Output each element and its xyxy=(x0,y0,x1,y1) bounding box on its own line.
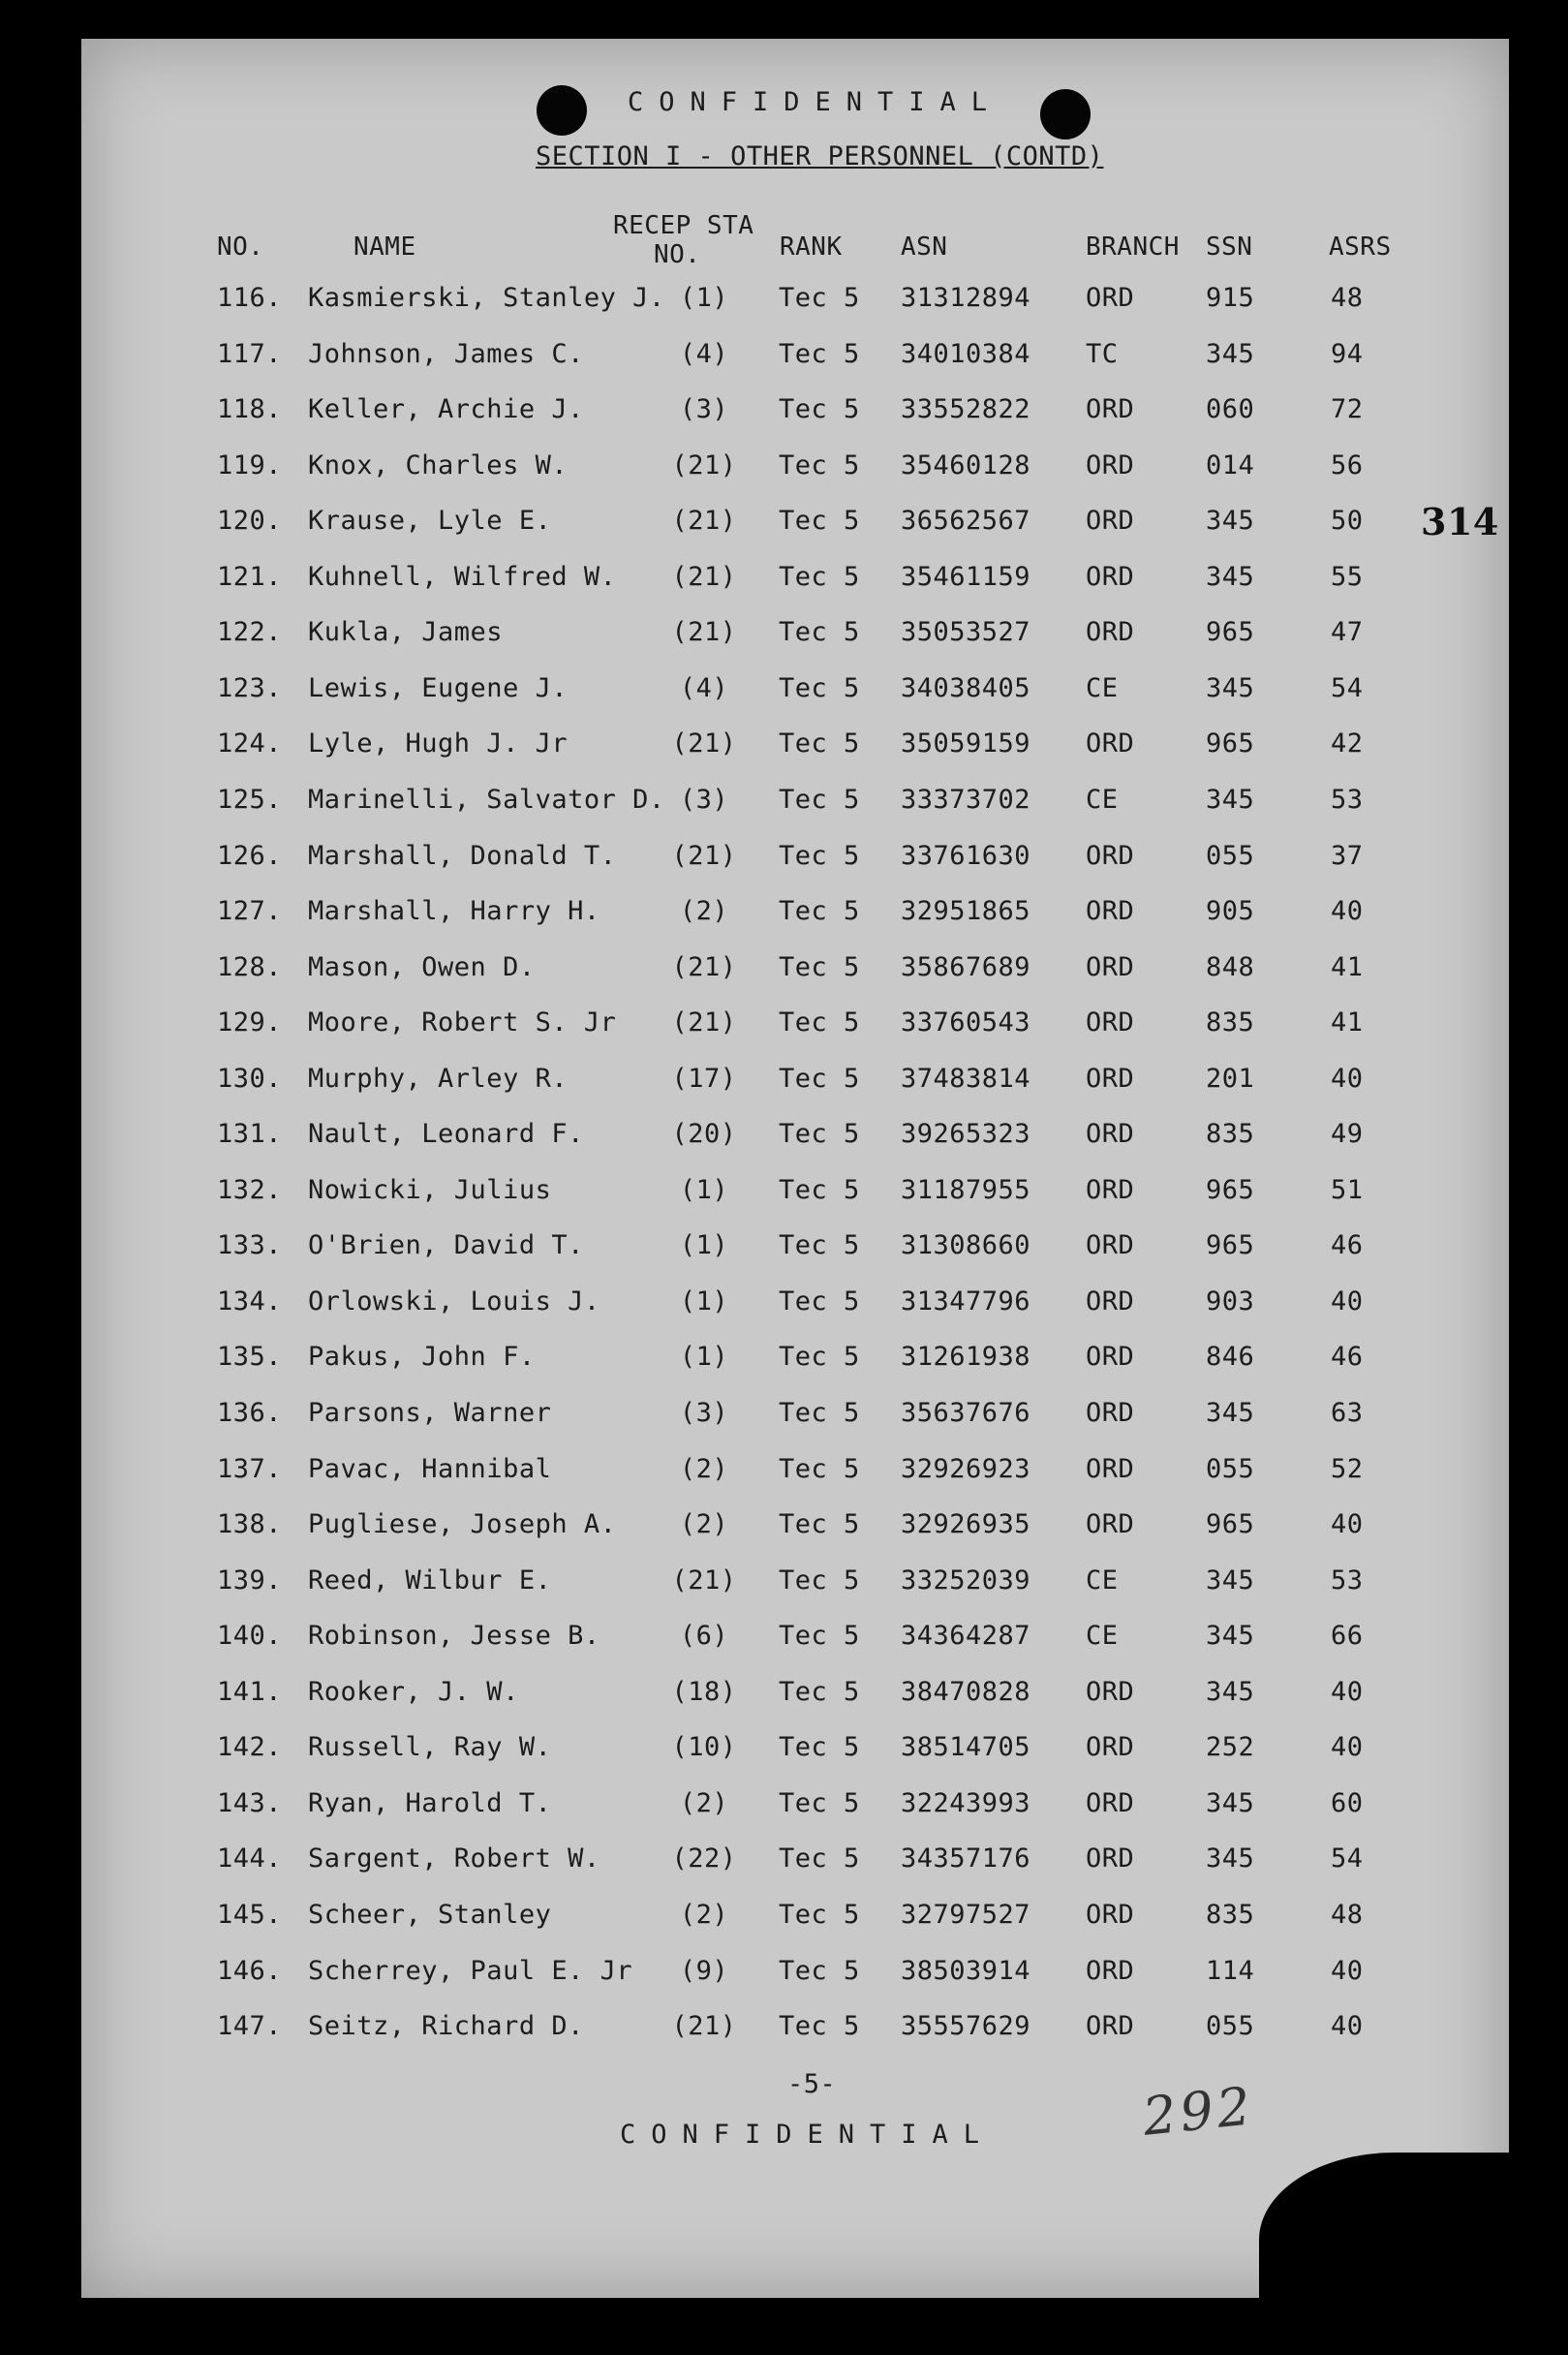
row-recep-sta: (1) xyxy=(679,1230,729,1261)
row-asn: 38470828 xyxy=(901,1676,1031,1707)
row-rank: Tec 5 xyxy=(779,394,860,425)
col-header-branch: BRANCH xyxy=(1086,232,1180,262)
row-ssn: 201 xyxy=(1206,1063,1255,1094)
row-rank: Tec 5 xyxy=(779,1063,860,1094)
row-branch: ORD xyxy=(1086,1844,1135,1875)
row-name: Ryan, Harold T. xyxy=(308,1787,552,1818)
row-rank: Tec 5 xyxy=(779,1398,860,1428)
row-name: Sargent, Robert W. xyxy=(308,1844,600,1875)
row-asn: 33373702 xyxy=(901,784,1031,815)
col-header-name: NAME xyxy=(354,232,416,262)
row-asn: 34010384 xyxy=(901,338,1031,369)
row-branch: ORD xyxy=(1086,561,1135,592)
row-rank: Tec 5 xyxy=(779,728,860,759)
row-rank: Tec 5 xyxy=(779,283,860,313)
row-number: 137. xyxy=(217,1453,283,1484)
row-number: 121. xyxy=(217,561,283,592)
row-asrs: 66 xyxy=(1331,1621,1364,1652)
row-name: Nault, Leonard F. xyxy=(308,1119,584,1150)
row-ssn: 965 xyxy=(1206,617,1255,648)
row-asrs: 50 xyxy=(1331,506,1364,537)
row-asn: 32951865 xyxy=(901,896,1031,927)
row-number: 127. xyxy=(217,896,283,927)
row-asrs: 48 xyxy=(1331,1899,1364,1930)
row-recep-sta: (3) xyxy=(679,394,729,425)
row-recep-sta: (17) xyxy=(671,1063,737,1094)
row-rank: Tec 5 xyxy=(779,672,860,703)
row-rank: Tec 5 xyxy=(779,1342,860,1373)
row-asrs: 53 xyxy=(1331,784,1364,815)
row-name: Murphy, Arley R. xyxy=(308,1063,569,1094)
col-header-no: NO. xyxy=(217,232,264,262)
row-recep-sta: (9) xyxy=(679,1955,729,1986)
row-ssn: 060 xyxy=(1206,394,1255,425)
row-asn: 36562567 xyxy=(901,506,1031,537)
row-name: Keller, Archie J. xyxy=(308,394,584,425)
row-rank: Tec 5 xyxy=(779,1119,860,1150)
row-name: Lyle, Hugh J. Jr xyxy=(308,728,569,759)
row-branch: ORD xyxy=(1086,1955,1135,1986)
row-number: 129. xyxy=(217,1007,283,1038)
row-name: Pakus, John F. xyxy=(308,1342,536,1373)
row-branch: ORD xyxy=(1086,1787,1135,1818)
row-recep-sta: (4) xyxy=(679,672,729,703)
row-asn: 32926935 xyxy=(901,1509,1031,1540)
row-asn: 35637676 xyxy=(901,1398,1031,1428)
row-rank: Tec 5 xyxy=(779,1453,860,1484)
row-branch: ORD xyxy=(1086,1676,1135,1707)
row-asn: 34364287 xyxy=(901,1621,1031,1652)
row-ssn: 345 xyxy=(1206,1787,1255,1818)
classification-footer: CONFIDENTIAL xyxy=(620,2120,996,2150)
row-asrs: 46 xyxy=(1331,1342,1364,1373)
row-asn: 39265323 xyxy=(901,1119,1031,1150)
row-name: Kukla, James xyxy=(308,617,504,648)
row-rank: Tec 5 xyxy=(779,1676,860,1707)
row-ssn: 345 xyxy=(1206,561,1255,592)
row-asrs: 60 xyxy=(1331,1787,1364,1818)
stamp-number: 314 xyxy=(1421,500,1499,543)
row-asrs: 46 xyxy=(1331,1230,1364,1261)
col-header-asrs: ASRS xyxy=(1329,232,1392,262)
row-ssn: 345 xyxy=(1206,1676,1255,1707)
row-name: Lewis, Eugene J. xyxy=(308,672,569,703)
row-number: 122. xyxy=(217,617,283,648)
row-name: Johnson, James C. xyxy=(308,338,584,369)
col-header-recep-sta: RECEP STA xyxy=(613,211,754,240)
row-number: 132. xyxy=(217,1174,283,1205)
row-branch: ORD xyxy=(1086,896,1135,927)
row-asrs: 40 xyxy=(1331,896,1364,927)
row-number: 135. xyxy=(217,1342,283,1373)
row-asn: 33760543 xyxy=(901,1007,1031,1038)
row-name: Seitz, Richard D. xyxy=(308,2011,584,2042)
row-recep-sta: (21) xyxy=(671,561,737,592)
row-asrs: 53 xyxy=(1331,1565,1364,1596)
row-asrs: 40 xyxy=(1331,1732,1364,1763)
row-ssn: 252 xyxy=(1206,1732,1255,1763)
row-asn: 38514705 xyxy=(901,1732,1031,1763)
row-branch: ORD xyxy=(1086,1119,1135,1150)
row-asn: 31187955 xyxy=(901,1174,1031,1205)
row-ssn: 345 xyxy=(1206,1565,1255,1596)
row-name: Rooker, J. W. xyxy=(308,1676,519,1707)
row-rank: Tec 5 xyxy=(779,896,860,927)
row-branch: ORD xyxy=(1086,1732,1135,1763)
row-ssn: 114 xyxy=(1206,1955,1255,1986)
row-asrs: 41 xyxy=(1331,1007,1364,1038)
col-header-asn: ASN xyxy=(901,232,948,262)
row-branch: ORD xyxy=(1086,506,1135,537)
row-ssn: 965 xyxy=(1206,728,1255,759)
row-number: 126. xyxy=(217,840,283,871)
row-asn: 32926923 xyxy=(901,1453,1031,1484)
row-ssn: 965 xyxy=(1206,1509,1255,1540)
row-number: 143. xyxy=(217,1787,283,1818)
row-recep-sta: (3) xyxy=(679,1398,729,1428)
row-ssn: 903 xyxy=(1206,1286,1255,1317)
row-asrs: 51 xyxy=(1331,1174,1364,1205)
row-asn: 34038405 xyxy=(901,672,1031,703)
row-rank: Tec 5 xyxy=(779,1787,860,1818)
row-number: 125. xyxy=(217,784,283,815)
row-recep-sta: (4) xyxy=(679,338,729,369)
row-asn: 33252039 xyxy=(901,1565,1031,1596)
row-asrs: 55 xyxy=(1331,561,1364,592)
row-branch: ORD xyxy=(1086,394,1135,425)
row-asrs: 40 xyxy=(1331,1509,1364,1540)
row-rank: Tec 5 xyxy=(779,2011,860,2042)
row-asrs: 72 xyxy=(1331,394,1364,425)
row-name: Nowicki, Julius xyxy=(308,1174,552,1205)
row-branch: CE xyxy=(1086,784,1119,815)
row-rank: Tec 5 xyxy=(779,1955,860,1986)
classification-header: CONFIDENTIAL xyxy=(628,87,1003,117)
row-asn: 35867689 xyxy=(901,951,1031,982)
row-number: 123. xyxy=(217,672,283,703)
row-branch: TC xyxy=(1086,338,1119,369)
row-rank: Tec 5 xyxy=(779,561,860,592)
row-branch: ORD xyxy=(1086,449,1135,480)
row-asrs: 63 xyxy=(1331,1398,1364,1428)
row-rank: Tec 5 xyxy=(779,1174,860,1205)
row-branch: ORD xyxy=(1086,1230,1135,1261)
row-name: Parsons, Warner xyxy=(308,1398,552,1428)
row-branch: CE xyxy=(1086,672,1119,703)
row-asrs: 42 xyxy=(1331,728,1364,759)
row-name: Reed, Wilbur E. xyxy=(308,1565,552,1596)
row-number: 119. xyxy=(217,449,283,480)
row-ssn: 345 xyxy=(1206,506,1255,537)
row-asn: 34357176 xyxy=(901,1844,1031,1875)
row-recep-sta: (21) xyxy=(671,728,737,759)
row-asrs: 40 xyxy=(1331,1955,1364,1986)
row-rank: Tec 5 xyxy=(779,951,860,982)
row-number: 128. xyxy=(217,951,283,982)
row-ssn: 965 xyxy=(1206,1174,1255,1205)
row-name: Marinelli, Salvator D. xyxy=(308,784,665,815)
row-rank: Tec 5 xyxy=(779,617,860,648)
row-ssn: 835 xyxy=(1206,1899,1255,1930)
row-asrs: 52 xyxy=(1331,1453,1364,1484)
row-asn: 31347796 xyxy=(901,1286,1031,1317)
row-number: 120. xyxy=(217,506,283,537)
row-asn: 33761630 xyxy=(901,840,1031,871)
row-number: 133. xyxy=(217,1230,283,1261)
row-asn: 32243993 xyxy=(901,1787,1031,1818)
row-rank: Tec 5 xyxy=(779,1007,860,1038)
row-asn: 35460128 xyxy=(901,449,1031,480)
row-name: Moore, Robert S. Jr xyxy=(308,1007,617,1038)
row-ssn: 915 xyxy=(1206,283,1255,313)
row-asrs: 56 xyxy=(1331,449,1364,480)
row-number: 146. xyxy=(217,1955,283,1986)
row-rank: Tec 5 xyxy=(779,338,860,369)
row-branch: ORD xyxy=(1086,1342,1135,1373)
row-name: Russell, Ray W. xyxy=(308,1732,552,1763)
row-number: 140. xyxy=(217,1621,283,1652)
row-name: Robinson, Jesse B. xyxy=(308,1621,600,1652)
row-ssn: 345 xyxy=(1206,338,1255,369)
row-ssn: 345 xyxy=(1206,1398,1255,1428)
row-asrs: 40 xyxy=(1331,1286,1364,1317)
row-recep-sta: (22) xyxy=(671,1844,737,1875)
row-rank: Tec 5 xyxy=(779,1509,860,1540)
row-asn: 31261938 xyxy=(901,1342,1031,1373)
row-ssn: 345 xyxy=(1206,672,1255,703)
row-rank: Tec 5 xyxy=(779,1899,860,1930)
row-rank: Tec 5 xyxy=(779,784,860,815)
row-number: 118. xyxy=(217,394,283,425)
row-rank: Tec 5 xyxy=(779,1844,860,1875)
row-ssn: 848 xyxy=(1206,951,1255,982)
row-asrs: 94 xyxy=(1331,338,1364,369)
row-branch: ORD xyxy=(1086,283,1135,313)
row-rank: Tec 5 xyxy=(779,1565,860,1596)
row-recep-sta: (2) xyxy=(679,896,729,927)
row-rank: Tec 5 xyxy=(779,1230,860,1261)
row-name: Knox, Charles W. xyxy=(308,449,569,480)
row-ssn: 345 xyxy=(1206,1844,1255,1875)
row-name: Marshall, Donald T. xyxy=(308,840,617,871)
row-number: 138. xyxy=(217,1509,283,1540)
row-asrs: 49 xyxy=(1331,1119,1364,1150)
row-recep-sta: (21) xyxy=(671,840,737,871)
row-recep-sta: (20) xyxy=(671,1119,737,1150)
row-name: Scheer, Stanley xyxy=(308,1899,552,1930)
row-ssn: 345 xyxy=(1206,1621,1255,1652)
row-branch: ORD xyxy=(1086,1899,1135,1930)
row-ssn: 055 xyxy=(1206,2011,1255,2042)
row-recep-sta: (1) xyxy=(679,1342,729,1373)
row-recep-sta: (2) xyxy=(679,1453,729,1484)
row-recep-sta: (10) xyxy=(671,1732,737,1763)
row-branch: ORD xyxy=(1086,728,1135,759)
row-number: 139. xyxy=(217,1565,283,1596)
row-recep-sta: (3) xyxy=(679,784,729,815)
col-header-ssn: SSN xyxy=(1206,232,1253,262)
row-number: 116. xyxy=(217,283,283,313)
row-asn: 35059159 xyxy=(901,728,1031,759)
row-branch: ORD xyxy=(1086,1174,1135,1205)
row-number: 145. xyxy=(217,1899,283,1930)
row-recep-sta: (6) xyxy=(679,1621,729,1652)
row-branch: ORD xyxy=(1086,1398,1135,1428)
row-rank: Tec 5 xyxy=(779,840,860,871)
row-name: Mason, Owen D. xyxy=(308,951,536,982)
row-ssn: 055 xyxy=(1206,840,1255,871)
row-number: 136. xyxy=(217,1398,283,1428)
row-name: Kasmierski, Stanley J. xyxy=(308,283,665,313)
row-branch: ORD xyxy=(1086,1007,1135,1038)
row-ssn: 055 xyxy=(1206,1453,1255,1484)
row-number: 142. xyxy=(217,1732,283,1763)
row-branch: ORD xyxy=(1086,840,1135,871)
row-ssn: 345 xyxy=(1206,784,1255,815)
row-ssn: 835 xyxy=(1206,1119,1255,1150)
row-recep-sta: (1) xyxy=(679,1174,729,1205)
row-asn: 35461159 xyxy=(901,561,1031,592)
row-branch: ORD xyxy=(1086,1063,1135,1094)
row-branch: ORD xyxy=(1086,617,1135,648)
row-rank: Tec 5 xyxy=(779,449,860,480)
row-ssn: 965 xyxy=(1206,1230,1255,1261)
row-asn: 35557629 xyxy=(901,2011,1031,2042)
punch-hole-right xyxy=(1040,89,1091,139)
row-ssn: 014 xyxy=(1206,449,1255,480)
row-asrs: 37 xyxy=(1331,840,1364,871)
row-number: 130. xyxy=(217,1063,283,1094)
row-recep-sta: (18) xyxy=(671,1676,737,1707)
row-recep-sta: (21) xyxy=(671,449,737,480)
row-number: 117. xyxy=(217,338,283,369)
row-branch: CE xyxy=(1086,1565,1119,1596)
col-header-rank: RANK xyxy=(780,232,843,262)
row-branch: CE xyxy=(1086,1621,1119,1652)
row-rank: Tec 5 xyxy=(779,1286,860,1317)
row-branch: ORD xyxy=(1086,2011,1135,2042)
row-branch: ORD xyxy=(1086,1453,1135,1484)
row-asrs: 40 xyxy=(1331,2011,1364,2042)
row-asrs: 47 xyxy=(1331,617,1364,648)
row-number: 134. xyxy=(217,1286,283,1317)
row-asn: 32797527 xyxy=(901,1899,1031,1930)
row-name: Orlowski, Louis J. xyxy=(308,1286,600,1317)
row-asn: 35053527 xyxy=(901,617,1031,648)
punch-hole-left xyxy=(537,85,587,136)
row-recep-sta: (2) xyxy=(679,1509,729,1540)
row-asrs: 40 xyxy=(1331,1676,1364,1707)
handwritten-number: 292 xyxy=(1140,2075,1258,2148)
row-recep-sta: (2) xyxy=(679,1899,729,1930)
section-title: SECTION I - OTHER PERSONNEL (CONTD) xyxy=(536,141,1104,171)
row-recep-sta: (21) xyxy=(671,2011,737,2042)
row-ssn: 846 xyxy=(1206,1342,1255,1373)
row-recep-sta: (21) xyxy=(671,506,737,537)
row-recep-sta: (2) xyxy=(679,1787,729,1818)
row-asrs: 54 xyxy=(1331,1844,1364,1875)
row-asn: 31312894 xyxy=(901,283,1031,313)
row-recep-sta: (1) xyxy=(679,283,729,313)
row-asrs: 54 xyxy=(1331,672,1364,703)
row-recep-sta: (21) xyxy=(671,951,737,982)
row-asrs: 41 xyxy=(1331,951,1364,982)
row-asn: 37483814 xyxy=(901,1063,1031,1094)
row-number: 124. xyxy=(217,728,283,759)
row-name: Marshall, Harry H. xyxy=(308,896,600,927)
row-ssn: 905 xyxy=(1206,896,1255,927)
row-rank: Tec 5 xyxy=(779,506,860,537)
row-rank: Tec 5 xyxy=(779,1732,860,1763)
row-recep-sta: (1) xyxy=(679,1286,729,1317)
row-rank: Tec 5 xyxy=(779,1621,860,1652)
row-number: 147. xyxy=(217,2011,283,2042)
row-asn: 31308660 xyxy=(901,1230,1031,1261)
row-recep-sta: (21) xyxy=(671,1007,737,1038)
row-name: Krause, Lyle E. xyxy=(308,506,552,537)
row-branch: ORD xyxy=(1086,1286,1135,1317)
row-name: Scherrey, Paul E. Jr xyxy=(308,1955,633,1986)
row-branch: ORD xyxy=(1086,1509,1135,1540)
row-number: 131. xyxy=(217,1119,283,1150)
row-asrs: 40 xyxy=(1331,1063,1364,1094)
col-header-recep-no: NO. xyxy=(654,240,701,269)
row-recep-sta: (21) xyxy=(671,1565,737,1596)
page-number: -5- xyxy=(787,2069,837,2099)
row-asrs: 48 xyxy=(1331,283,1364,313)
row-number: 144. xyxy=(217,1844,283,1875)
row-number: 141. xyxy=(217,1676,283,1707)
row-ssn: 835 xyxy=(1206,1007,1255,1038)
row-asn: 33552822 xyxy=(901,394,1031,425)
row-name: Kuhnell, Wilfred W. xyxy=(308,561,617,592)
row-name: Pugliese, Joseph A. xyxy=(308,1509,617,1540)
row-name: O'Brien, David T. xyxy=(308,1230,584,1261)
row-asn: 38503914 xyxy=(901,1955,1031,1986)
row-branch: ORD xyxy=(1086,951,1135,982)
row-recep-sta: (21) xyxy=(671,617,737,648)
row-name: Pavac, Hannibal xyxy=(308,1453,552,1484)
